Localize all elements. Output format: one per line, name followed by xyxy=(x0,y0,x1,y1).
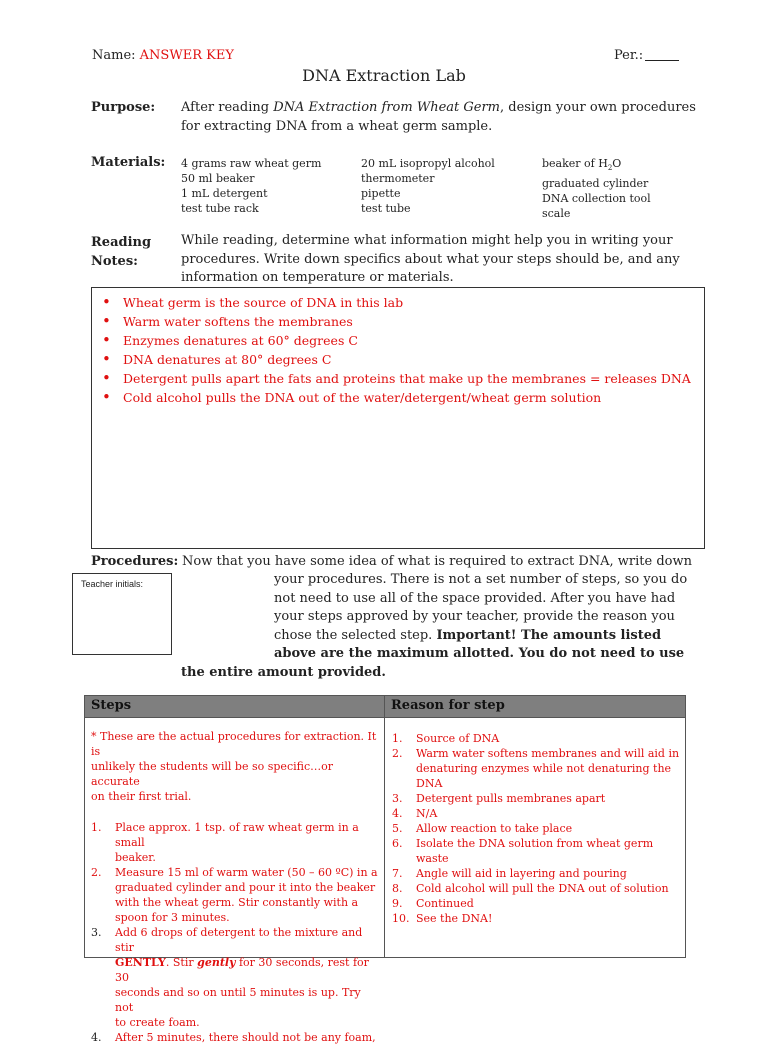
material-item: test tube rack xyxy=(181,202,259,215)
material-item: 20 mL isopropyl alcohol xyxy=(361,157,495,170)
purpose-reading-title: DNA Extraction from Wheat Germ xyxy=(273,100,500,115)
note-item: • Warm water softens the membranes xyxy=(92,312,704,331)
materials-col-2 xyxy=(361,156,495,216)
list-item: 3. Add 6 drops of detergent to the mixture and stir GENTLY. Stir gently for 30 seconds, rest for 30 seconds and so on until 5 minutes is up. Try not to create foam. xyxy=(91,926,369,1029)
material-item: 1 mL detergent xyxy=(181,187,268,200)
note-item: • Enzymes denatures at 60° degrees C xyxy=(92,331,704,350)
list-item: 2. Measure 15 ml of warm water (50 – 60 ºC) in a graduated cylinder and pour it into the beaker with the wheat germ. Stir constantly with a spoon for 3 minutes. xyxy=(91,866,378,924)
material-item: pipette xyxy=(361,187,401,200)
reading-instructions: While reading, determine what information might help you in writing your procedures. Write down specifics about what your steps should be, and any information on temperature or materials. xyxy=(181,233,680,285)
material-item: scale xyxy=(542,207,571,221)
steps-table xyxy=(84,695,686,1044)
reading-notes-list xyxy=(92,288,704,407)
steps-note: * These are the actual procedures for extraction. It is unlikely the students will be so specific…or accurate on their first trial. xyxy=(91,730,377,803)
purpose-text xyxy=(181,98,701,136)
teacher-initials-box[interactable] xyxy=(72,573,172,655)
period-label: Per.: xyxy=(614,48,644,63)
materials-label: Materials: xyxy=(91,155,166,170)
steps-cell xyxy=(91,729,379,1045)
procedures-line-1: Now that you have some idea of what is required to extract DNA, write down xyxy=(182,554,692,569)
important-note: Important! The amounts listed xyxy=(436,627,662,643)
table-header-row xyxy=(85,696,685,718)
name-line xyxy=(92,48,234,63)
material-item: test tube xyxy=(361,202,411,215)
reason-header: Reason for step xyxy=(391,698,505,713)
list-item: 7. Angle will aid in layering and pouring xyxy=(392,867,627,880)
period-blank[interactable] xyxy=(645,48,679,61)
reasons-list xyxy=(392,731,680,926)
purpose-text-b: , design your own procedures xyxy=(500,100,696,115)
list-item: 8. Cold alcohol will pull the DNA out of solution xyxy=(392,882,669,895)
material-item: 50 ml beaker xyxy=(181,172,255,185)
steps-header: Steps xyxy=(91,698,132,713)
teacher-initials-label: Teacher initials: xyxy=(81,579,144,589)
name-value: ANSWER KEY xyxy=(139,48,234,63)
list-item: 4. N/A xyxy=(392,807,438,820)
materials-col-1 xyxy=(181,156,321,216)
material-item: graduated cylinder xyxy=(542,177,649,191)
list-item: 1. Place approx. 1 tsp. of raw wheat germ in a small beaker. xyxy=(91,821,359,864)
note-item: • DNA denatures at 80° degrees C xyxy=(92,350,704,369)
note-item: • Wheat germ is the source of DNA in this lab xyxy=(92,293,704,312)
page-title: DNA Extraction Lab xyxy=(302,66,466,85)
period-line xyxy=(614,48,679,63)
note-item: • Cold alcohol pulls the DNA out of the water/detergent/wheat germ solution xyxy=(92,388,704,407)
list-item: 3. Detergent pulls membranes apart xyxy=(392,792,606,805)
list-item: 6. Isolate the DNA solution from wheat germ waste xyxy=(392,837,654,865)
material-item: DNA collection tool xyxy=(542,192,651,206)
reading-notes-label: Reading Notes: xyxy=(91,235,152,269)
purpose-label: Purpose: xyxy=(91,100,156,115)
list-item: 2. Warm water softens membranes and will aid in denaturing enzymes while not denaturing the DNA xyxy=(392,747,680,790)
note-item: • Detergent pulls apart the fats and proteins that make up the membranes = releases DNA xyxy=(92,369,704,388)
procedures-text: your procedures. There is not a set number of steps, so you do not need to use all of the space provided. After you have had your steps approved by your teacher, provide the reason you chose the selected step. Important! The amounts listed above are the maximum allotted. You do not need to use xyxy=(274,572,688,661)
purpose-text-line2: for extracting DNA from a wheat germ sample. xyxy=(181,119,493,134)
steps-list xyxy=(91,820,379,1045)
list-item: 4. After 5 minutes, there should not be any foam, xyxy=(91,1031,376,1044)
procedures-label: Procedures: xyxy=(91,554,179,569)
procedures-line-7: the entire amount provided. xyxy=(181,665,386,680)
materials-col-3 xyxy=(542,156,651,221)
material-item: thermometer xyxy=(361,172,435,185)
list-item: 9. Continued xyxy=(392,897,474,910)
reasons-cell xyxy=(392,731,680,926)
list-item: 10. See the DNA! xyxy=(392,912,493,925)
material-item: 4 grams raw wheat germ xyxy=(181,157,322,170)
list-item: 5. Allow reaction to take place xyxy=(392,822,573,835)
reading-notes-box[interactable] xyxy=(91,287,705,549)
list-item: 1. Source of DNA xyxy=(392,732,500,745)
name-label: Name: xyxy=(92,48,136,63)
material-item-water: beaker of $H_2O$ xyxy=(542,157,622,173)
purpose-text-a: After reading xyxy=(181,100,274,115)
column-divider xyxy=(384,696,385,958)
